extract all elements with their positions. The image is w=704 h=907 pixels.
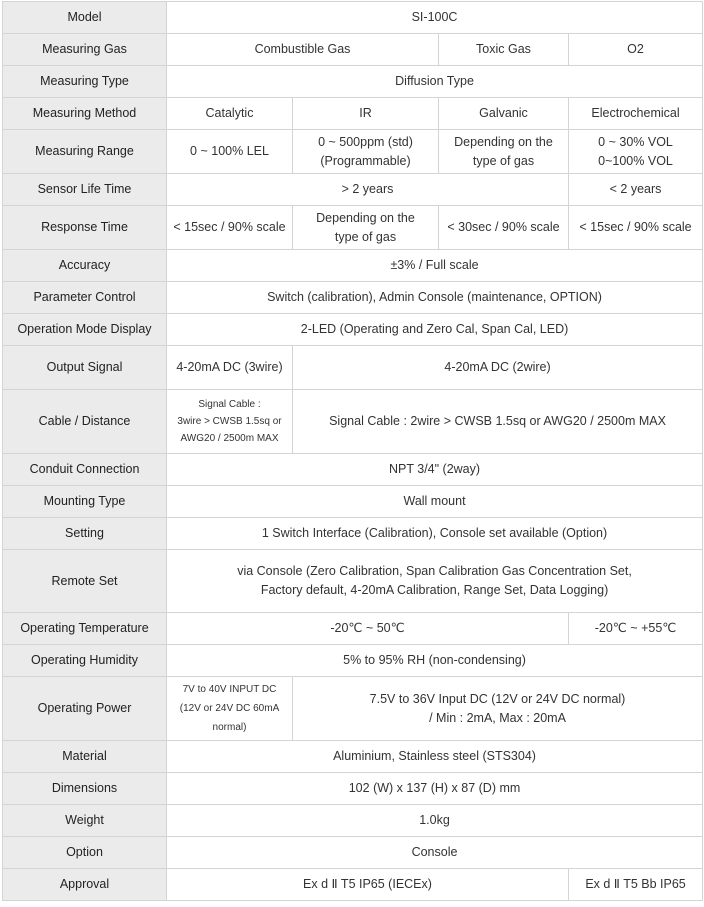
row-cable-distance	[3, 390, 703, 454]
value-method-catalytic: Catalytic	[167, 98, 293, 130]
value-range-ir-line1: 0 ~ 500ppm (std)	[318, 134, 413, 149]
value-output-others: 4-20mA DC (2wire)	[293, 346, 703, 390]
label-sensor-life: Sensor Life Time	[3, 174, 167, 206]
label-op-temp: Operating Temperature	[3, 613, 167, 645]
value-range-ir-line2: (Programmable)	[320, 153, 411, 168]
value-range-galvanic-line1: Depending on the	[454, 134, 553, 149]
row-approval	[3, 869, 703, 901]
row-op-power	[3, 677, 703, 741]
value-weight: 1.0kg	[167, 805, 703, 837]
value-operation-mode: 2-LED (Operating and Zero Cal, Span Cal, LED)	[167, 314, 703, 346]
label-setting: Setting	[3, 518, 167, 550]
value-op-humidity: 5% to 95% RH (non-condensing)	[167, 645, 703, 677]
value-sensor-life-o2: < 2 years	[569, 174, 703, 206]
value-response-galvanic: < 30sec / 90% scale	[439, 206, 569, 250]
value-cable-catalytic	[167, 390, 293, 454]
label-approval: Approval	[3, 869, 167, 901]
value-approval-o2: Ex d Ⅱ T5 Bb IP65	[569, 869, 703, 901]
value-parameter-control: Switch (calibration), Admin Console (maintenance, OPTION)	[167, 282, 703, 314]
row-option	[3, 837, 703, 869]
spec-table	[2, 1, 703, 901]
value-model: SI-100C	[167, 2, 703, 34]
row-mounting	[3, 486, 703, 518]
value-range-electro-line2: 0~100% VOL	[598, 153, 673, 168]
label-op-humidity: Operating Humidity	[3, 645, 167, 677]
value-range-electro-line1: 0 ~ 30% VOL	[598, 134, 673, 149]
value-accuracy: ±3% / Full scale	[167, 250, 703, 282]
row-measuring-method	[3, 98, 703, 130]
value-dimensions: 102 (W) x 137 (H) x 87 (D) mm	[167, 773, 703, 805]
value-op-temp-main: -20℃ ~ 50℃	[167, 613, 569, 645]
value-output-catalytic: 4-20mA DC (3wire)	[167, 346, 293, 390]
row-parameter-control	[3, 282, 703, 314]
row-accuracy	[3, 250, 703, 282]
value-method-galvanic: Galvanic	[439, 98, 569, 130]
value-range-catalytic: 0 ~ 100% LEL	[167, 130, 293, 174]
value-range-ir	[293, 130, 439, 174]
value-cable-catalytic-line3: AWG20 / 2500m MAX	[180, 433, 279, 444]
label-cable-distance: Cable / Distance	[3, 390, 167, 454]
row-op-temp	[3, 613, 703, 645]
row-weight	[3, 805, 703, 837]
row-measuring-gas	[3, 34, 703, 66]
label-measuring-type: Measuring Type	[3, 66, 167, 98]
label-parameter-control: Parameter Control	[3, 282, 167, 314]
value-power-catalytic-line1: 7V to 40V INPUT DC	[182, 684, 277, 695]
value-cable-catalytic-line1: Signal Cable :	[198, 399, 261, 410]
row-response-time	[3, 206, 703, 250]
value-gas-toxic: Toxic Gas	[439, 34, 569, 66]
value-gas-o2: O2	[569, 34, 703, 66]
value-measuring-type: Diffusion Type	[167, 66, 703, 98]
label-material: Material	[3, 741, 167, 773]
value-cable-catalytic-line2: 3wire > CWSB 1.5sq or	[177, 416, 282, 427]
row-output-signal	[3, 346, 703, 390]
label-measuring-gas: Measuring Gas	[3, 34, 167, 66]
row-remote-set	[3, 550, 703, 613]
row-op-humidity	[3, 645, 703, 677]
label-accuracy: Accuracy	[3, 250, 167, 282]
value-material: Aluminium, Stainless steel (STS304)	[167, 741, 703, 773]
value-sensor-life-main: > 2 years	[167, 174, 569, 206]
label-mounting: Mounting Type	[3, 486, 167, 518]
value-power-catalytic-line3: normal)	[212, 722, 247, 733]
value-power-catalytic	[167, 677, 293, 741]
value-remote-set-line1: via Console (Zero Calibration, Span Calibration Gas Concentration Set,	[237, 564, 632, 578]
value-cable-others: Signal Cable : 2wire > CWSB 1.5sq or AWG20 / 2500m MAX	[293, 390, 703, 454]
row-operation-mode	[3, 314, 703, 346]
row-conduit	[3, 454, 703, 486]
value-power-others	[293, 677, 703, 741]
label-option: Option	[3, 837, 167, 869]
value-response-ir	[293, 206, 439, 250]
value-remote-set-line2: Factory default, 4-20mA Calibration, Range Set, Data Logging)	[260, 583, 609, 597]
label-measuring-range: Measuring Range	[3, 130, 167, 174]
row-measuring-type	[3, 66, 703, 98]
row-sensor-life	[3, 174, 703, 206]
value-conduit: NPT 3/4" (2way)	[167, 454, 703, 486]
row-measuring-range	[3, 130, 703, 174]
label-operation-mode: Operation Mode Display	[3, 314, 167, 346]
row-setting	[3, 518, 703, 550]
value-response-ir-line2: type of gas	[334, 229, 397, 244]
label-model: Model	[3, 2, 167, 34]
value-range-galvanic	[439, 130, 569, 174]
row-dimensions	[3, 773, 703, 805]
value-range-electrochemical	[569, 130, 703, 174]
label-remote-set: Remote Set	[3, 550, 167, 613]
value-setting: 1 Switch Interface (Calibration), Console set available (Option)	[167, 518, 703, 550]
row-model	[3, 2, 703, 34]
label-op-power: Operating Power	[3, 677, 167, 741]
label-output-signal: Output Signal	[3, 346, 167, 390]
value-option: Console	[167, 837, 703, 869]
value-method-electrochemical: Electrochemical	[569, 98, 703, 130]
label-weight: Weight	[3, 805, 167, 837]
label-dimensions: Dimensions	[3, 773, 167, 805]
value-response-electrochemical: < 15sec / 90% scale	[569, 206, 703, 250]
value-power-others-line1: 7.5V to 36V Input DC (12V or 24V DC normal)	[369, 691, 626, 706]
label-measuring-method: Measuring Method	[3, 98, 167, 130]
value-response-catalytic: < 15sec / 90% scale	[167, 206, 293, 250]
value-method-ir: IR	[293, 98, 439, 130]
value-remote-set	[167, 550, 703, 613]
value-mounting: Wall mount	[167, 486, 703, 518]
value-power-catalytic-line2: (12V or 24V DC 60mA	[179, 703, 280, 714]
label-conduit: Conduit Connection	[3, 454, 167, 486]
value-gas-combustible: Combustible Gas	[167, 34, 439, 66]
value-response-ir-line1: Depending on the	[316, 210, 415, 225]
value-range-galvanic-line2: type of gas	[472, 153, 535, 168]
row-material	[3, 741, 703, 773]
value-approval-main: Ex d Ⅱ T5 IP65 (IECEx)	[167, 869, 569, 901]
value-power-others-line2: / Min : 2mA, Max : 20mA	[429, 710, 566, 725]
label-response-time: Response Time	[3, 206, 167, 250]
value-op-temp-o2: -20℃ ~ +55℃	[569, 613, 703, 645]
